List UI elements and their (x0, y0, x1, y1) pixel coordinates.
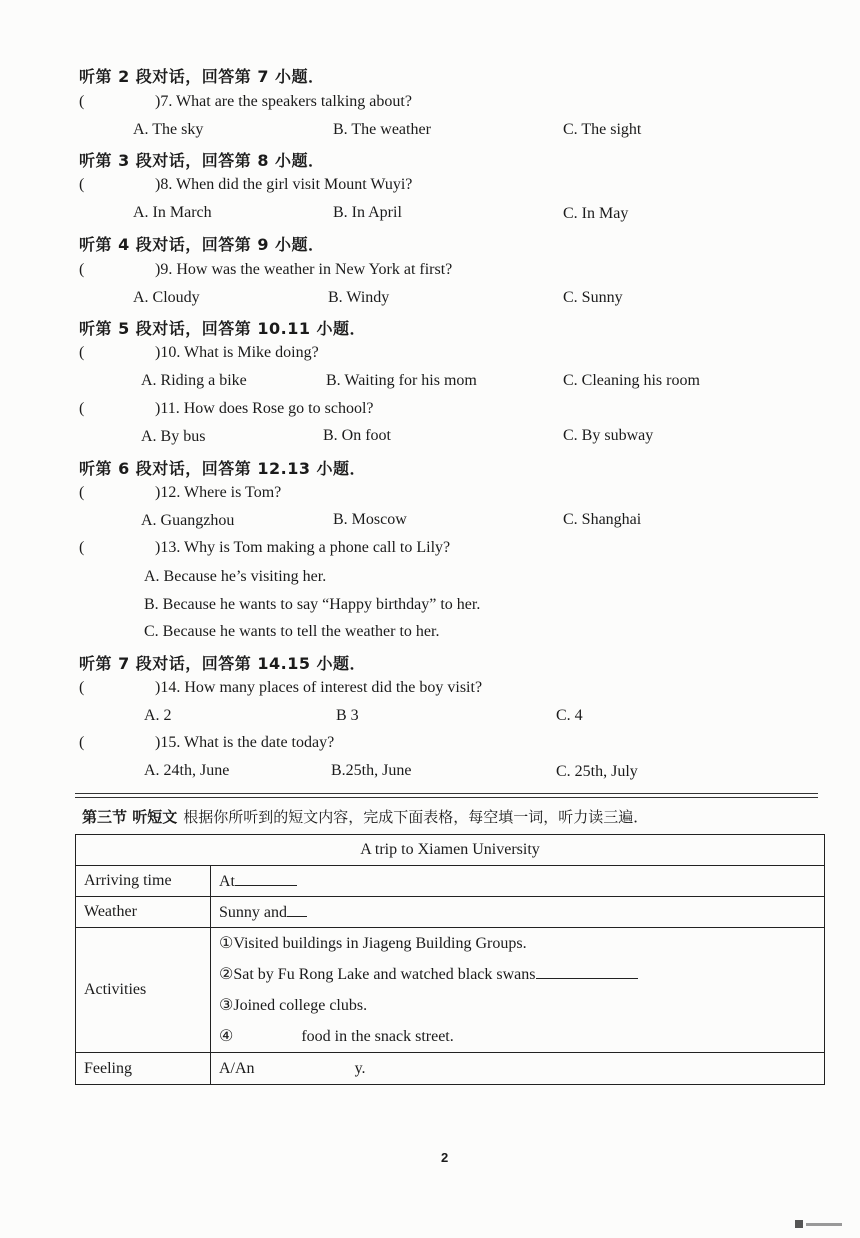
page-number: 2 (441, 1150, 449, 1165)
answer-paren[interactable]: ( (79, 400, 85, 417)
option-b: B. Waiting for his mom (326, 372, 477, 389)
answer-paren[interactable]: ( (79, 176, 85, 193)
question-text: )8. When did the girl visit Mount Wuyi? (155, 176, 413, 193)
option-c: C. In May (563, 205, 629, 222)
section3-title: 第三节 听短文 (82, 808, 178, 826)
table-row (76, 897, 825, 928)
activity-3: ③Joined college clubs. (219, 997, 368, 1014)
option-b: B.25th, June (331, 762, 412, 779)
row-value (211, 897, 825, 928)
question-text: )11. How does Rose go to school? (155, 400, 374, 417)
weather-prefix: Sunny and (219, 904, 287, 921)
option-a: A. Because he’s visiting her. (144, 568, 327, 585)
divider (75, 793, 818, 794)
question-text: )7. What are the speakers talking about? (155, 93, 412, 110)
activity-4 (219, 1021, 816, 1052)
option-b: B. In April (333, 204, 402, 221)
question-11 (79, 400, 374, 418)
section3-instruction: 根据你所听到的短文内容，完成下面表格，每空填一词，听力读三遍． (183, 808, 649, 826)
row-value (211, 1053, 825, 1085)
option-c: C. 4 (556, 707, 583, 724)
answer-paren[interactable]: ( (79, 679, 85, 696)
answer-paren[interactable]: ( (79, 93, 85, 110)
option-a: A. 2 (144, 707, 172, 724)
option-b: B. Because he wants to say “Happy birthday” to her. (144, 596, 481, 613)
answer-paren[interactable]: ( (79, 734, 85, 751)
option-a: A. Guangzhou (141, 512, 235, 529)
section-heading: 听第 7 段对话，回答第 14.15 小题． (79, 654, 367, 673)
watermark-logo (795, 1220, 845, 1228)
row-label: Feeling (76, 1053, 211, 1085)
qr-icon (795, 1220, 803, 1228)
option-a: A. In March (133, 204, 212, 221)
answer-paren[interactable]: ( (79, 344, 85, 361)
table-row (76, 928, 825, 1053)
weather-blank[interactable] (287, 902, 307, 917)
question-text: )9. How was the weather in New York at first? (155, 261, 453, 278)
section-heading: 听第 6 段对话，回答第 12.13 小题． (79, 459, 367, 478)
question-text: )12. Where is Tom? (155, 484, 282, 501)
arriving-blank[interactable] (235, 871, 297, 886)
option-a: A. By bus (141, 428, 206, 445)
option-a: A. 24th, June (144, 762, 230, 779)
row-value (211, 928, 825, 1053)
answer-paren[interactable]: ( (79, 484, 85, 501)
option-c: C. Cleaning his room (563, 372, 700, 389)
option-c: C. 25th, July (556, 763, 638, 780)
divider (75, 797, 818, 798)
option-c: C. Sunny (563, 289, 623, 306)
table-row (76, 1053, 825, 1085)
option-b: B 3 (336, 707, 359, 724)
row-label: Activities (76, 928, 211, 1053)
option-c: C. Because he wants to tell the weather to her. (144, 623, 440, 640)
section-heading: 听第 5 段对话，回答第 10.11 小题． (79, 319, 367, 338)
question-text: )13. Why is Tom making a phone call to Lily? (155, 539, 451, 556)
trip-table (75, 834, 825, 1085)
activity-2-blank[interactable] (536, 964, 638, 979)
feeling-suffix: y. (354, 1059, 366, 1077)
section-heading: 听第 2 段对话，回答第 7 小题． (79, 67, 325, 86)
activity-2 (219, 959, 816, 990)
table-row (76, 866, 825, 897)
question-text: )15. What is the date today? (155, 734, 335, 751)
question-8 (79, 176, 412, 194)
option-a: A. Riding a bike (141, 372, 247, 389)
answer-paren[interactable]: ( (79, 261, 85, 278)
question-12 (79, 484, 281, 502)
feeling-prefix: A/An (219, 1059, 255, 1077)
question-15 (79, 734, 334, 752)
question-9 (79, 261, 452, 279)
option-a: A. The sky (133, 121, 204, 138)
question-14 (79, 679, 482, 697)
option-b: B. The weather (333, 121, 431, 138)
question-text: )14. How many places of interest did the boy visit? (155, 679, 483, 696)
section-heading: 听第 4 段对话，回答第 9 小题． (79, 235, 325, 254)
row-value (211, 866, 825, 897)
option-b: B. Moscow (333, 511, 407, 528)
question-text: )10. What is Mike doing? (155, 344, 319, 361)
activity-1: ①Visited buildings in Jiageng Building Groups. (219, 935, 527, 952)
question-7 (79, 93, 412, 111)
activity-4-marker: ④ (219, 1028, 234, 1045)
question-13 (79, 539, 450, 557)
section-heading: 听第 3 段对话，回答第 8 小题． (79, 151, 325, 170)
arriving-prefix: At (219, 873, 235, 890)
row-label: Arriving time (76, 866, 211, 897)
option-c: C. Shanghai (563, 511, 642, 528)
question-10 (79, 344, 319, 362)
option-a: A. Cloudy (133, 289, 200, 306)
watermark-mark (806, 1223, 842, 1226)
answer-paren[interactable]: ( (79, 539, 85, 556)
activity-4-text: food in the snack street. (301, 1028, 454, 1045)
activity-2-text: ②Sat by Fu Rong Lake and watched black swans (219, 966, 536, 983)
option-b: B. Windy (328, 289, 390, 306)
row-label: Weather (76, 897, 211, 928)
option-c: C. The sight (563, 121, 642, 138)
section3-heading (82, 806, 648, 827)
option-b: B. On foot (323, 427, 391, 444)
option-c: C. By subway (563, 427, 654, 444)
table-caption: A trip to Xiamen University (76, 835, 825, 866)
